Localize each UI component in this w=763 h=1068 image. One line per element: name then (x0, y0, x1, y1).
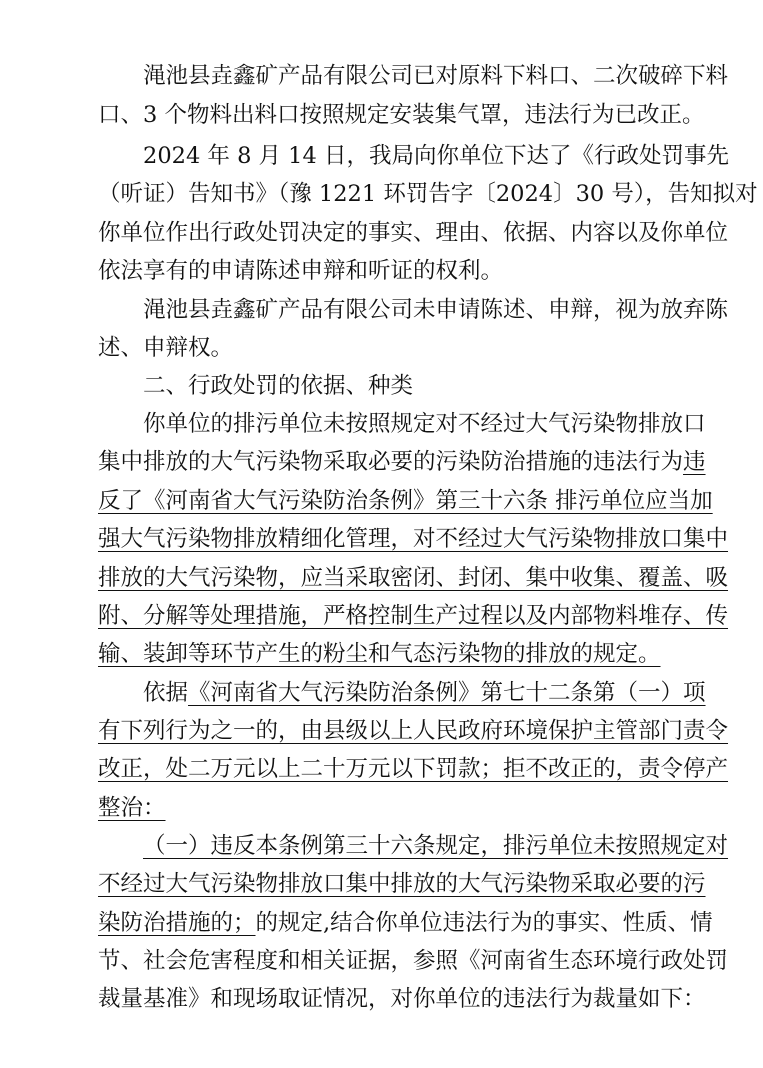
text-line: 2024 年 8 月 14 日，我局向你单位下达了《行政处罚事先 (143, 143, 729, 169)
text-line-underlined: 反了《河南省大气污染防治条例》第三十六条 排污单位应当加 (98, 488, 713, 514)
text-line-underlined: 附、分解等处理措施，严格控制生产过程以及内部物料堆存、传 (98, 603, 729, 629)
text-line: 节、社会危害程度和相关证据，参照《河南省生态环境行政处罚 (98, 948, 729, 974)
text-line: 裁量基准》和现场取证情况，对你单位的违法行为裁量如下： (98, 986, 706, 1012)
text-line-underlined: （一）违反本条例第三十六条规定，排污单位未按照规定对 (143, 833, 729, 859)
text-line-underlined: 不经过大气污染物排放口集中排放的大气污染物采取必要的污 (98, 871, 706, 897)
text-line (143, 678, 706, 708)
text-line-underlined: 整治： (98, 795, 166, 821)
text-line: 你单位作出行政处罚决定的事实、理由、依据、内容以及你单位 (98, 220, 729, 246)
text-plain: 的规定,结合你单位违法行为的事实、性质、情 (255, 910, 713, 936)
text-line: 渑池县垚鑫矿产品有限公司未申请陈述、申辩，视为放弃陈 (143, 297, 729, 323)
text-line-underlined: 强大气污染物排放精细化管理，对不经过大气污染物排放口集中 (98, 526, 729, 552)
text-line: 渑池县垚鑫矿产品有限公司已对原料下料口、二次破碎下料 (143, 63, 729, 89)
text-line-underlined: 排放的大气污染物，应当采取密闭、封闭、集中收集、覆盖、吸 (98, 565, 729, 591)
text-line: 你单位的排污单位未按照规定对不经过大气污染物排放口 (143, 411, 706, 437)
text-line: 述、申辩权。 (98, 335, 234, 361)
text-plain: 集中排放的大气污染物采取必要的污染防治措施的违法行为 (98, 449, 684, 475)
text-line: 依法享有的申请陈述申辩和听证的权利。 (98, 258, 504, 284)
text-line: （听证）告知书》（豫 1221 环罚告字〔2024〕30 号），告知拟对 (98, 181, 758, 207)
text-line-underlined: 改正，处二万元以上二十万元以下罚款；拒不改正的，责令停产 (98, 756, 729, 782)
section-heading: 二、行政处罚的依据、种类 (143, 373, 414, 399)
text-line (98, 908, 713, 938)
text-underlined: 违 (683, 449, 706, 475)
text-plain: 依据 (143, 680, 189, 706)
text-line-underlined: 输、装卸等环节产生的粉尘和气态污染物的排放的规定。 (98, 641, 661, 667)
text-line: 口、3 个物料出料口按照规定安装集气罩，违法行为已改正。 (98, 102, 705, 128)
text-line-underlined: 有下列行为之一的，由县级以上人民政府环境保护主管部门责令 (98, 718, 729, 744)
text-underlined: 《河南省大气污染防治条例》第七十二条第（一）项 (188, 680, 706, 706)
text-line (98, 447, 706, 477)
text-underlined: 染防治措施的； (98, 910, 256, 936)
